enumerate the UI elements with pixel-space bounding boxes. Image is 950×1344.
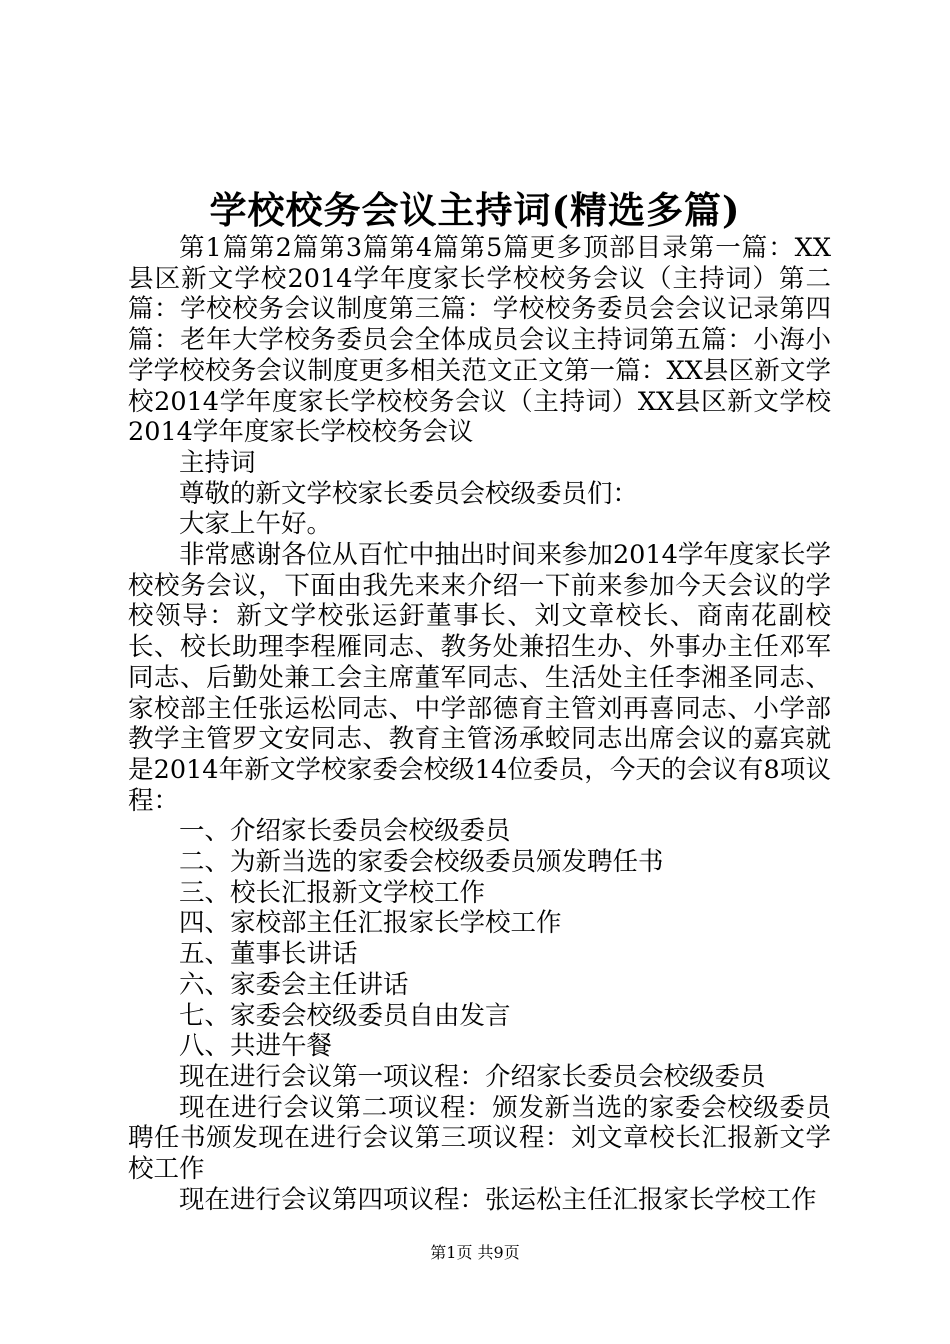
- document-body: [128, 233, 831, 1216]
- agenda-item: 二、为新当选的家委会校级委员颁发聘任书: [179, 847, 664, 878]
- agenda-item: 三、校长汇报新文学校工作: [179, 877, 486, 908]
- page-footer: 第1页 共9页: [430, 1243, 520, 1262]
- agenda-item: 七、家委会校级委员自由发言: [179, 1000, 511, 1031]
- paragraph-agenda-step: 现在进行会议第一项议程：介绍家长委员会校级委员: [179, 1061, 766, 1092]
- paragraph-greeting: 尊敬的新文学校家长委员会校级委员们：: [179, 478, 639, 509]
- agenda-item: 五、董事长讲话: [179, 939, 358, 970]
- agenda-item: 一、介绍家长委员会校级委员: [179, 816, 511, 847]
- agenda-item: 八、共进午餐: [179, 1031, 333, 1062]
- agenda-item: 四、家校部主任汇报家长学校工作: [179, 908, 562, 939]
- agenda-item: 六、家委会主任讲话: [179, 969, 409, 1000]
- paragraph-heading: 主持词: [179, 447, 256, 478]
- document-title: 学校校务会议主持词(精选多篇): [209, 188, 741, 232]
- paragraph-toc: 第1篇第2篇第3篇第4篇第5篇更多顶部目录第一篇：XX县区新文学校2014学年度家长学校校务会议（主持词）第二篇：学校校务会议制度第三篇：学校校务委员会会议记录第四篇：老年大学校务委员会全体成员会议主持词第五篇：小海小学学校校务会议制度更多相关范文正文第一篇：XX县区新文学校2014学年度家长学校校务会议（主持词）XX县区新文学校2014学年度家长学校校务会议: [128, 233, 831, 448]
- paragraph-agenda-step: 现在进行会议第四项议程：张运松主任汇报家长学校工作: [179, 1184, 817, 1215]
- paragraph-introduction: 非常感谢各位从百忙中抽出时间来参加2014学年度家长学校校务会议，下面由我先来来介绍一下前来参加今天会议的学校领导：新文学校张运釪董事长、刘文章校长、商南花副校长、校长助理李程雁同志、教务处兼招生办、外事办主任邓军同志、后勤处兼工会主席董军同志、生活处主任李湘圣同志、家校部主任张运松同志、中学部德育主管刘再喜同志、小学部教学主管罗文安同志、教育主管汤承蛟同志出席会议的嘉宾就是2014年新文学校家委会校级14位委员，今天的会议有8项议程：: [128, 540, 831, 816]
- paragraph-salutation: 大家上午好。: [179, 509, 333, 540]
- paragraph-agenda-step: 现在进行会议第二项议程：颁发新当选的家委会校级委员聘任书颁发现在进行会议第三项议程：刘文章校长汇报新文学校工作: [128, 1092, 831, 1185]
